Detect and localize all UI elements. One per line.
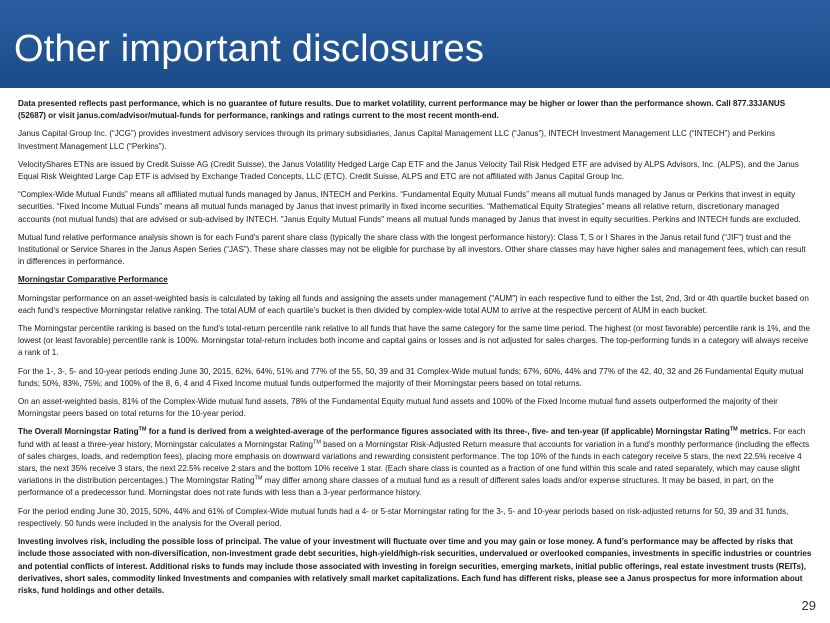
overall-rating-lead-b: for a fund is derived from a weighted-average of the performance figures associated with its three-, five- and ten-year (if applicable) Morningstar Rating (146, 427, 730, 437)
overall-rating-text-b: based on a Morningstar Risk-Adjusted Return measure that accounts for variation in a fund’s monthly performance (including the effects of sales charges, loads, and redemption fees), placing more emphasis on downward variations and rewarding consistent performance. The top 10% of the funds in each category receive 5 stars, the next 22.5% receive 4 stars, the next 35% receive 3 stars, the next 22.5% receive 2 stars and the bottom 10% receive 1 star. (Each share class is counted as a fraction of one fund within this scale and rated separately, which may cause slight variations in the distribution percentages.) The Morningstar Rating (18, 439, 810, 486)
disclosure-paragraph-periods: For the 1-, 3-, 5- and 10-year periods ending June 30, 2015, 62%, 64%, 51% and 77% of the 55, 50, 39 and 31 Complex-Wide mutual funds; 67%, 60%, 44% and 77% of the 42, 40, 32 and 26 Fundamental Equity mutual funds; 50%, 83%, 75%; and 100% of the 8, 6, 4 and 4 Fixed Income mutual funds outperformed the majority of their Morningstar peers based on total returns. (18, 366, 804, 388)
disclosure-paragraph-risk: Investing involves risk, including the possible loss of principal. The value of your investment will fluctuate over time and you may gain or lose money. A fund’s performance may be affected by risks that include those associated with non-diversification, non-investment grade debt securities, high-yield/high-risk securities, undervalued or overlooked companies, investments in specific industries or countries and potential conflicts of interest. Additional risks to funds may include those associated with investing in foreign securities, emerging markets, initial public offerings, real estate investment trusts (REITs), derivatives, short sales, commodity linked Investments and companies with relatively small market capitalizations. Each fund has different risks, please see a Janus prospectus for more information about risks, fund holdings and other details. (18, 537, 812, 595)
trademark-mark: TM (254, 475, 263, 482)
disclosure-paragraph-overall-rating (18, 426, 812, 499)
disclosure-paragraph-jcg: Janus Capital Group Inc. (“JCG”) provides investment advisory services through its primary subsidiaries, Janus Capital Management LLC (“Janus”), INTECH Investment Management LLC (“INTECH”) and Perkins Investment Management LLC (“Perkins”). (18, 129, 776, 151)
trademark-mark: TM (138, 426, 147, 433)
section-heading-morningstar: Morningstar Comparative Performance (18, 275, 168, 285)
header-bar (0, 0, 830, 88)
disclosure-paragraph-asset-basis: On an asset-weighted basis, 81% of the Complex-Wide mutual fund assets, 78% of the Fundamental Equity mutual fund assets and 100% of the Fixed Income mutual fund assets outperformed the majority of their Morningstar peers based on total returns for the 10-year period. (18, 397, 778, 419)
disclosure-paragraph-performance: Data presented reflects past performance, which is no guarantee of future results. Due to market volatility, current performance may be higher or lower than the performance shown. Call 877.33JANUS (52687) or visit janus.com/advisor/mutual-funds for performance, rankings and ratings current to the most recent month-end. (18, 99, 786, 121)
disclosure-paragraph-velocityshares: VelocityShares ETNs are issued by Credit Suisse AG (Credit Suisse), the Janus Volatility Hedged Large Cap ETF and the Janus Velocity Tail Risk Hedged ETF are advised by ALPS Advisors, Inc. (ALPS), and the Janus Equal Risk Weighted Large Cap ETF is advised by Exchange Traded Concepts, LLC (ETC). Credit Suisse, ALPS and ETC are not affiliated with Janus Capital Group Inc. (18, 159, 799, 182)
disclosure-paragraph-star-rating: For the period ending June 30, 2015, 50%, 44% and 61% of Complex-Wide mutual funds had a 4- or 5-star Morningstar rating for the 3-, 5- and 10-year periods based on risk-adjusted returns for 50, 39 and 31 funds, respectively. 50 funds were included in the analysis for the Overall period. (18, 506, 789, 528)
trademark-mark: TM (729, 426, 738, 433)
disclosure-paragraph-percentile: The Morningstar percentile ranking is based on the fund’s total-return percentile rank relative to all funds that have the same category for the same time period. The highest (or most favorable) percentile rank is 1%, and the lowest (or least favorable) percentile rank is 100%. Morningstar total-return includes both income and capital gains or losses and is not adjusted for sales charges. The top-performing funds in a category will always receive a rank of 1. (18, 324, 810, 358)
disclosure-paragraph-share-class: Mutual fund relative performance analysis shown is for each Fund's parent share class (typically the share class with the longest performance history): Class T, S or I Shares in the Janus retail fund (“JIF”) trust and the Institutional or Service Shares in the Janus Aspen Series (“JAS”). These share classes may not be eligible for purchase by all investors. Other share classes may have higher sales and management fees, which can result in differences in performance. (18, 232, 806, 267)
page-title: Other important disclosures (14, 28, 485, 70)
overall-rating-text-a: For each fund with at least a three-year history, Morningstar calculates a Morningstar Rating (18, 427, 806, 449)
page-number: 29 (801, 598, 816, 613)
overall-rating-lead-c: metrics. (737, 427, 772, 437)
overall-rating-lead-a: The Overall Morningstar Rating (18, 427, 139, 437)
disclosure-paragraph-definitions: “Complex-Wide Mutual Funds” means all affiliated mutual funds managed by Janus, INTECH and Perkins. “Fundamental Equity Mutual Funds” means all mutual funds managed by Janus or Perkins that invest in equity securities. “Fixed Income Mutual Funds” means all mutual funds managed by Janus that invest primarily in fixed income securities. “Mathematical Equity Strategies” means all relative return, discretionary managed accounts (not mutual funds) that are advised or sub-advised by INTECH. "Janus Equity Mutual Funds" means all mutual funds managed by Janus that invest in equity securities. Perkins and INTECH funds are excluded. (18, 190, 801, 224)
disclosure-body (18, 98, 812, 603)
disclosure-paragraph-asset-weighted: Morningstar performance on an asset-weighted basis is calculated by taking all funds and assigning the assets under management ("AUM") in each respective fund to either the 1st, 2nd, 3rd or 4th quartile bucket based on each fund's respective Morningstar relative ranking. The total AUM of each quartile’s bucket is then divided by complex-wide total AUM to arrive at the respective percent of AUM in each bucket. (18, 293, 809, 315)
trademark-mark: TM (312, 438, 321, 445)
overall-rating-text-c: may differ among share classes of a mutual fund as a result of different sales loads and/or expense structures. It may be based, in part, on the performance of a predecessor fund. Morningstar does not rate funds with less than a 3-year performance history. (18, 476, 774, 498)
